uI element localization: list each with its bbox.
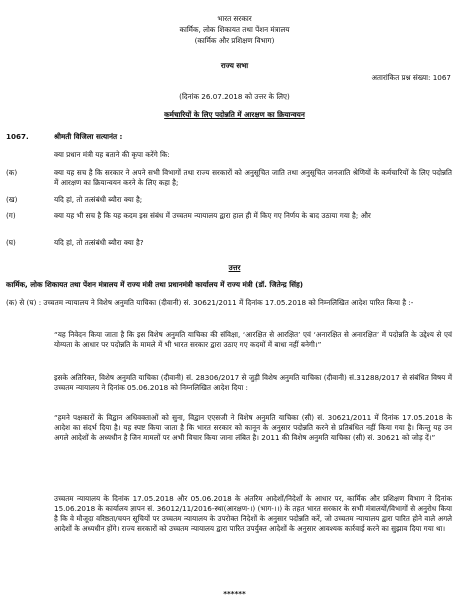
question-item-kha xyxy=(6,195,452,205)
answer-para-1: (क) से (घ) : उच्चतम न्यायालय ने विशेष अनुमति याचिका (दीवानी) सं. 30621/2011 में दिनांक 17.05.2018 को निम्नलिखित आदेश पारित किया है :- xyxy=(6,298,414,307)
member-name: श्रीमती विजिला सत्यानंत : xyxy=(54,132,123,141)
subject-title: कर्मचारियों के लिए पदोन्नति में आरक्षण का क्रियान्वयन xyxy=(164,110,305,119)
court-order-quote-1: “यह निवेदन किया जाता है कि इस विशेष अनुमति याचिका की संविक्षा, ‘आरक्षित से आरक्षित’ एवं ‘अनारक्षित से अनारक्षित’ में पदोन्नति के उद्देश्य से एवं योग्यता के आधार पर पदोन्नति के मामले में भी भारत सरकार द्वारा उठाए गए कदमों में बाधा नहीं बनेगी।” xyxy=(54,330,452,349)
question-item-ka xyxy=(6,168,452,188)
question-item-text: यदि हां, तो तत्संबंधी ब्यौरा क्या है? xyxy=(54,238,144,247)
answering-minister: कार्मिक, लोक शिकायत तथा पेंशन मंत्रालय में राज्य मंत्री तथा प्रधानमंत्री कार्यालय में राज्य मंत्री (डॉ. जितेन्द्र सिंह) xyxy=(6,280,304,289)
question-item-mark: (ख) xyxy=(6,195,18,204)
end-marker: ****** xyxy=(223,589,246,598)
question-item-ga xyxy=(6,211,452,221)
question-item-gha xyxy=(6,238,452,248)
question-number: 1067. xyxy=(6,132,29,141)
question-item-text: क्या यह सच है कि सरकार ने अपने सभी विभागों तथा राज्य सरकारों को अनुसूचित जाति तथा अनुसूचित जनजाति श्रेणियों के कर्मचारियों के लिए पदोन्नति में आरक्षण का क्रियान्वयन करने के लिए कहा है; xyxy=(54,168,452,187)
question-item-mark: (ग) xyxy=(6,211,16,220)
house-name: राज्य सभा xyxy=(220,61,249,70)
answer-para-3: उच्चतम न्यायालय के दिनांक 17.05.2018 और 05.06.2018 के अंतरिम आदेशों/निदेशों के आधार पर, कार्मिक और प्रशिक्षण विभाग ने दिनांक 15.06.2018 के कार्यालय ज्ञापन सं. 36012/11/2016-स्था(आरक्षण-।) (भाग-।।) के तहत भारत सरकार के सभी मंत्रालयों/विभागों से अनुरोध किया है कि वे मौजूदा वरिष्ठता/चयन सूचियों पर उच्चतम न्यायालय के उपरोक्त निदेशों के अनुसार पदोन्नति करें, जो उच्चतम न्यायालय द्वारा पारित होने वाले अगले आदेशों के अध्यधीन होंगे। राज्य सरकारों को उच्चतम न्यायालय द्वारा पारित उपर्युक्त आदेशों के अनुसार आवश्यक कार्रवाई करने का सुझाव दिया गया था। xyxy=(54,494,452,533)
question-item-text: यदि हां, तो तत्संबंधी ब्यौरा क्या है; xyxy=(54,195,143,204)
answer-date: (दिनांक 26.07.2018 को उत्तर के लिए) xyxy=(179,92,290,101)
question-number-label: अतारांकित प्रश्न संख्या: 1067 xyxy=(371,73,451,82)
answer-para-2: इसके अतिरिक्त, विशेष अनुमति याचिका (दीवानी) सं. 28306/2017 से जुड़ी विशेष अनुमति याचिका (दीवानी) सं.31288/2017 से संबंधित विषय में उच्चतम न्यायालय ने दिनांक 05.06.2018 को निम्नलिखित आदेश दिया : xyxy=(54,373,452,392)
court-order-quote-2: “हमने पक्षकारों के विद्वान अधिवक्ताओं को सुना, विद्वान एएसजी ने विशेष अनुमति याचिका (सी) सं. 30621/2011 में दिनांक 17.05.2018 के आदेश का संदर्भ दिया है। यह स्पष्ट किया जाता है कि भारत सरकार को कानून के अनुसार पदोन्नति करने से प्रतिबंधित नहीं किया गया है। किन्तु यह उन अगले आदेशों के अध्यधीन है जिन मामलों पर अभी विचार किया जाना लंबित है। 2011 की विशेष अनुमति याचिका (सी) सं. 30621 को जोड़ दें।” xyxy=(54,413,452,442)
question-item-mark: (क) xyxy=(6,168,18,177)
header-department: (कार्मिक और प्रशिक्षण विभाग) xyxy=(194,36,275,45)
question-item-text: क्या यह भी सच है कि यह कदम इस संबंध में उच्चतम न्यायालय द्वारा हाल ही में किए गए निर्णय के बाद उठाया गया है; और xyxy=(54,211,371,220)
answer-heading: उत्तर xyxy=(228,263,241,272)
header-govt: भारत सरकार xyxy=(217,14,252,23)
question-intro: क्या प्रधान मंत्री यह बताने की कृपा करेंगे कि: xyxy=(54,150,170,159)
question-item-mark: (घ) xyxy=(6,238,16,247)
header-ministry: कार्मिक, लोक शिकायत तथा पेंशन मंत्रालय xyxy=(179,25,290,34)
